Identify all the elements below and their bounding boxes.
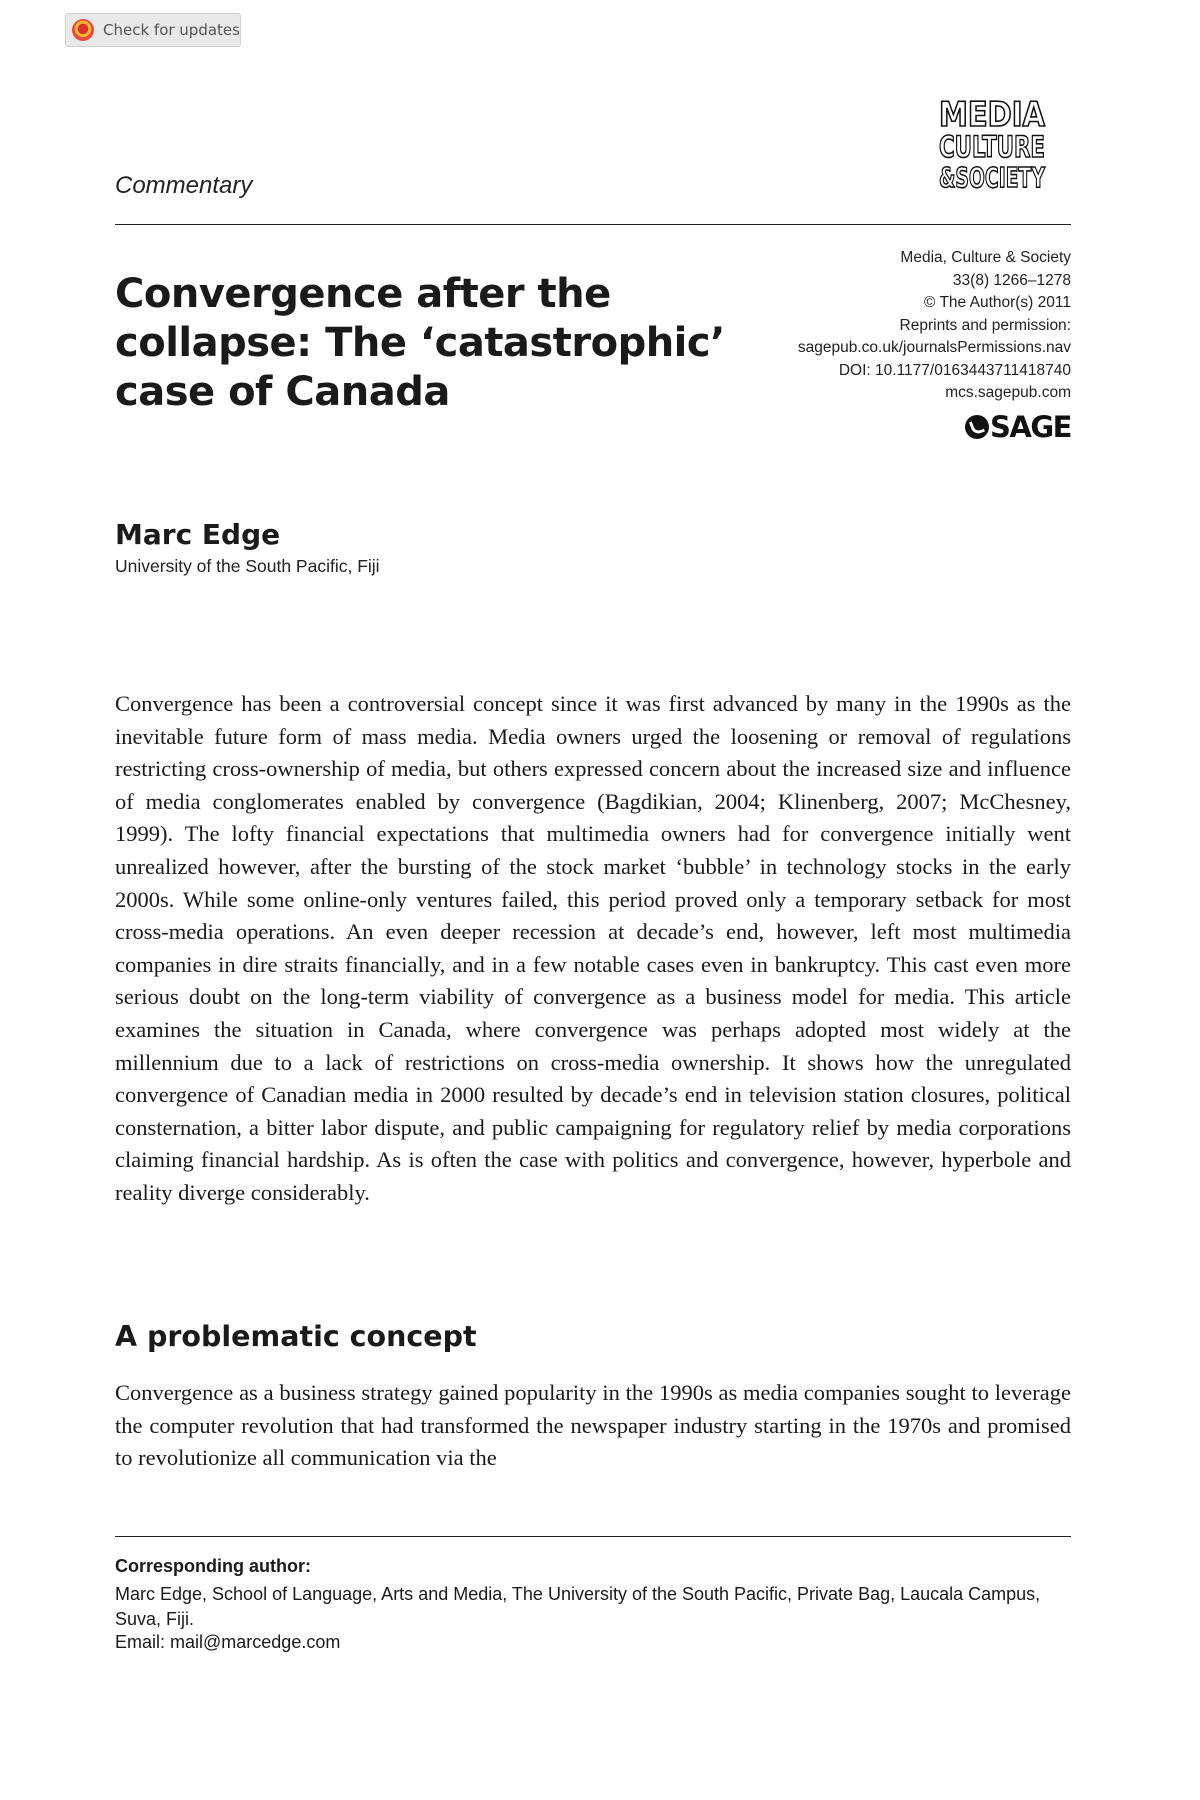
corresponding-author-heading: Corresponding author: [115,1556,311,1576]
journal-site-link[interactable]: mcs.sagepub.com [945,384,1071,401]
volume-pages: 33(8) 1266–1278 [952,271,1071,289]
section-heading: A problematic concept [115,1320,477,1353]
header-rule [115,224,1071,225]
reprints-label: Reprints and permission: [899,316,1071,334]
corresponding-author-email[interactable]: Email: mail@marcedge.com [115,1632,341,1652]
author-affiliation: University of the South Pacific, Fiji [115,556,380,576]
title-line: collapse: The ‘catastrophic’ [115,320,725,366]
copyright: © The Author(s) 2011 [924,294,1071,311]
journal-name: Media, Culture & Society [900,249,1071,266]
title-line: Convergence after the [115,271,611,317]
publisher-logo [965,410,1071,444]
article-type-label: Commentary [115,172,253,199]
check-for-updates-button[interactable] [65,13,241,47]
corresponding-author-address: Marc Edge, School of Language, Arts and Media, The University of the South Pacific, Private Bag, Laucala Campus, Suva, Fiji. [115,1584,1041,1629]
crossmark-icon [72,19,94,41]
journal-logo-line-1: MEDIA [939,95,1046,135]
check-for-updates-label: Check for updates [103,21,240,39]
permissions-link[interactable]: sagepub.co.uk/journalsPermissions.nav [797,339,1071,356]
article-title [115,270,725,417]
publisher-name: SAGE [990,410,1071,444]
journal-logo [937,96,1047,192]
journal-logo-line-3: &SOCIETY [939,161,1046,194]
journal-logo-line-2: CULTURE [939,130,1045,164]
abstract: Convergence has been a controversial concept since it was first advanced by many in the 1990s as the inevitable future form of mass media. Media owners urged the loosening or removal of regulations restricting cross-ownership of media, but others expressed concern about the increased size and influence of media conglomerates enabled by convergence (Bagdikian, 2004; Klinenberg, 2007; McChesney, 1999). The lofty financial expectations that multimedia owners had for convergence initially went unrealized however, after the bursting of the stock market ‘bubble’ in technology stocks in the early 2000s. While some online-only ventures failed, this period proved only a temporary setback for most cross-media operations. An even deeper recession at decade’s end, however, left most multimedia companies in dire straits financially, and in a few notable cases even in bankruptcy. This cast even more serious doubt on the long-term viability of convergence as a business model for media. This article examines the situation in Canada, where convergence was perhaps adopted most widely at the millennium due to a lack of restrictions on cross-media ownership. It shows how the unregulated convergence of Canadian media in 2000 resulted by decade’s end in television station closures, political consternation, a bitter labor dispute, and public campaigning for regulatory relief by media corporations claiming financial hardship. As is often the case with politics and convergence, however, hyperbole and reality diverge considerably. [115,691,1071,1205]
journal-logo-graphic [937,96,1047,192]
doi[interactable]: DOI: 10.1177/0163443711418740 [838,361,1071,379]
footnote-rule [115,1536,1071,1537]
author-name: Marc Edge [115,518,281,551]
publication-info [691,247,1071,405]
sage-icon [965,415,989,439]
body-paragraph: Convergence as a business strategy gained popularity in the 1990s as media companies sought to leverage the computer revolution that had transformed the newspaper industry starting in the 1970s and promised to revolutionize all communication via the [115,1380,1071,1471]
title-line: case of Canada [115,369,450,415]
